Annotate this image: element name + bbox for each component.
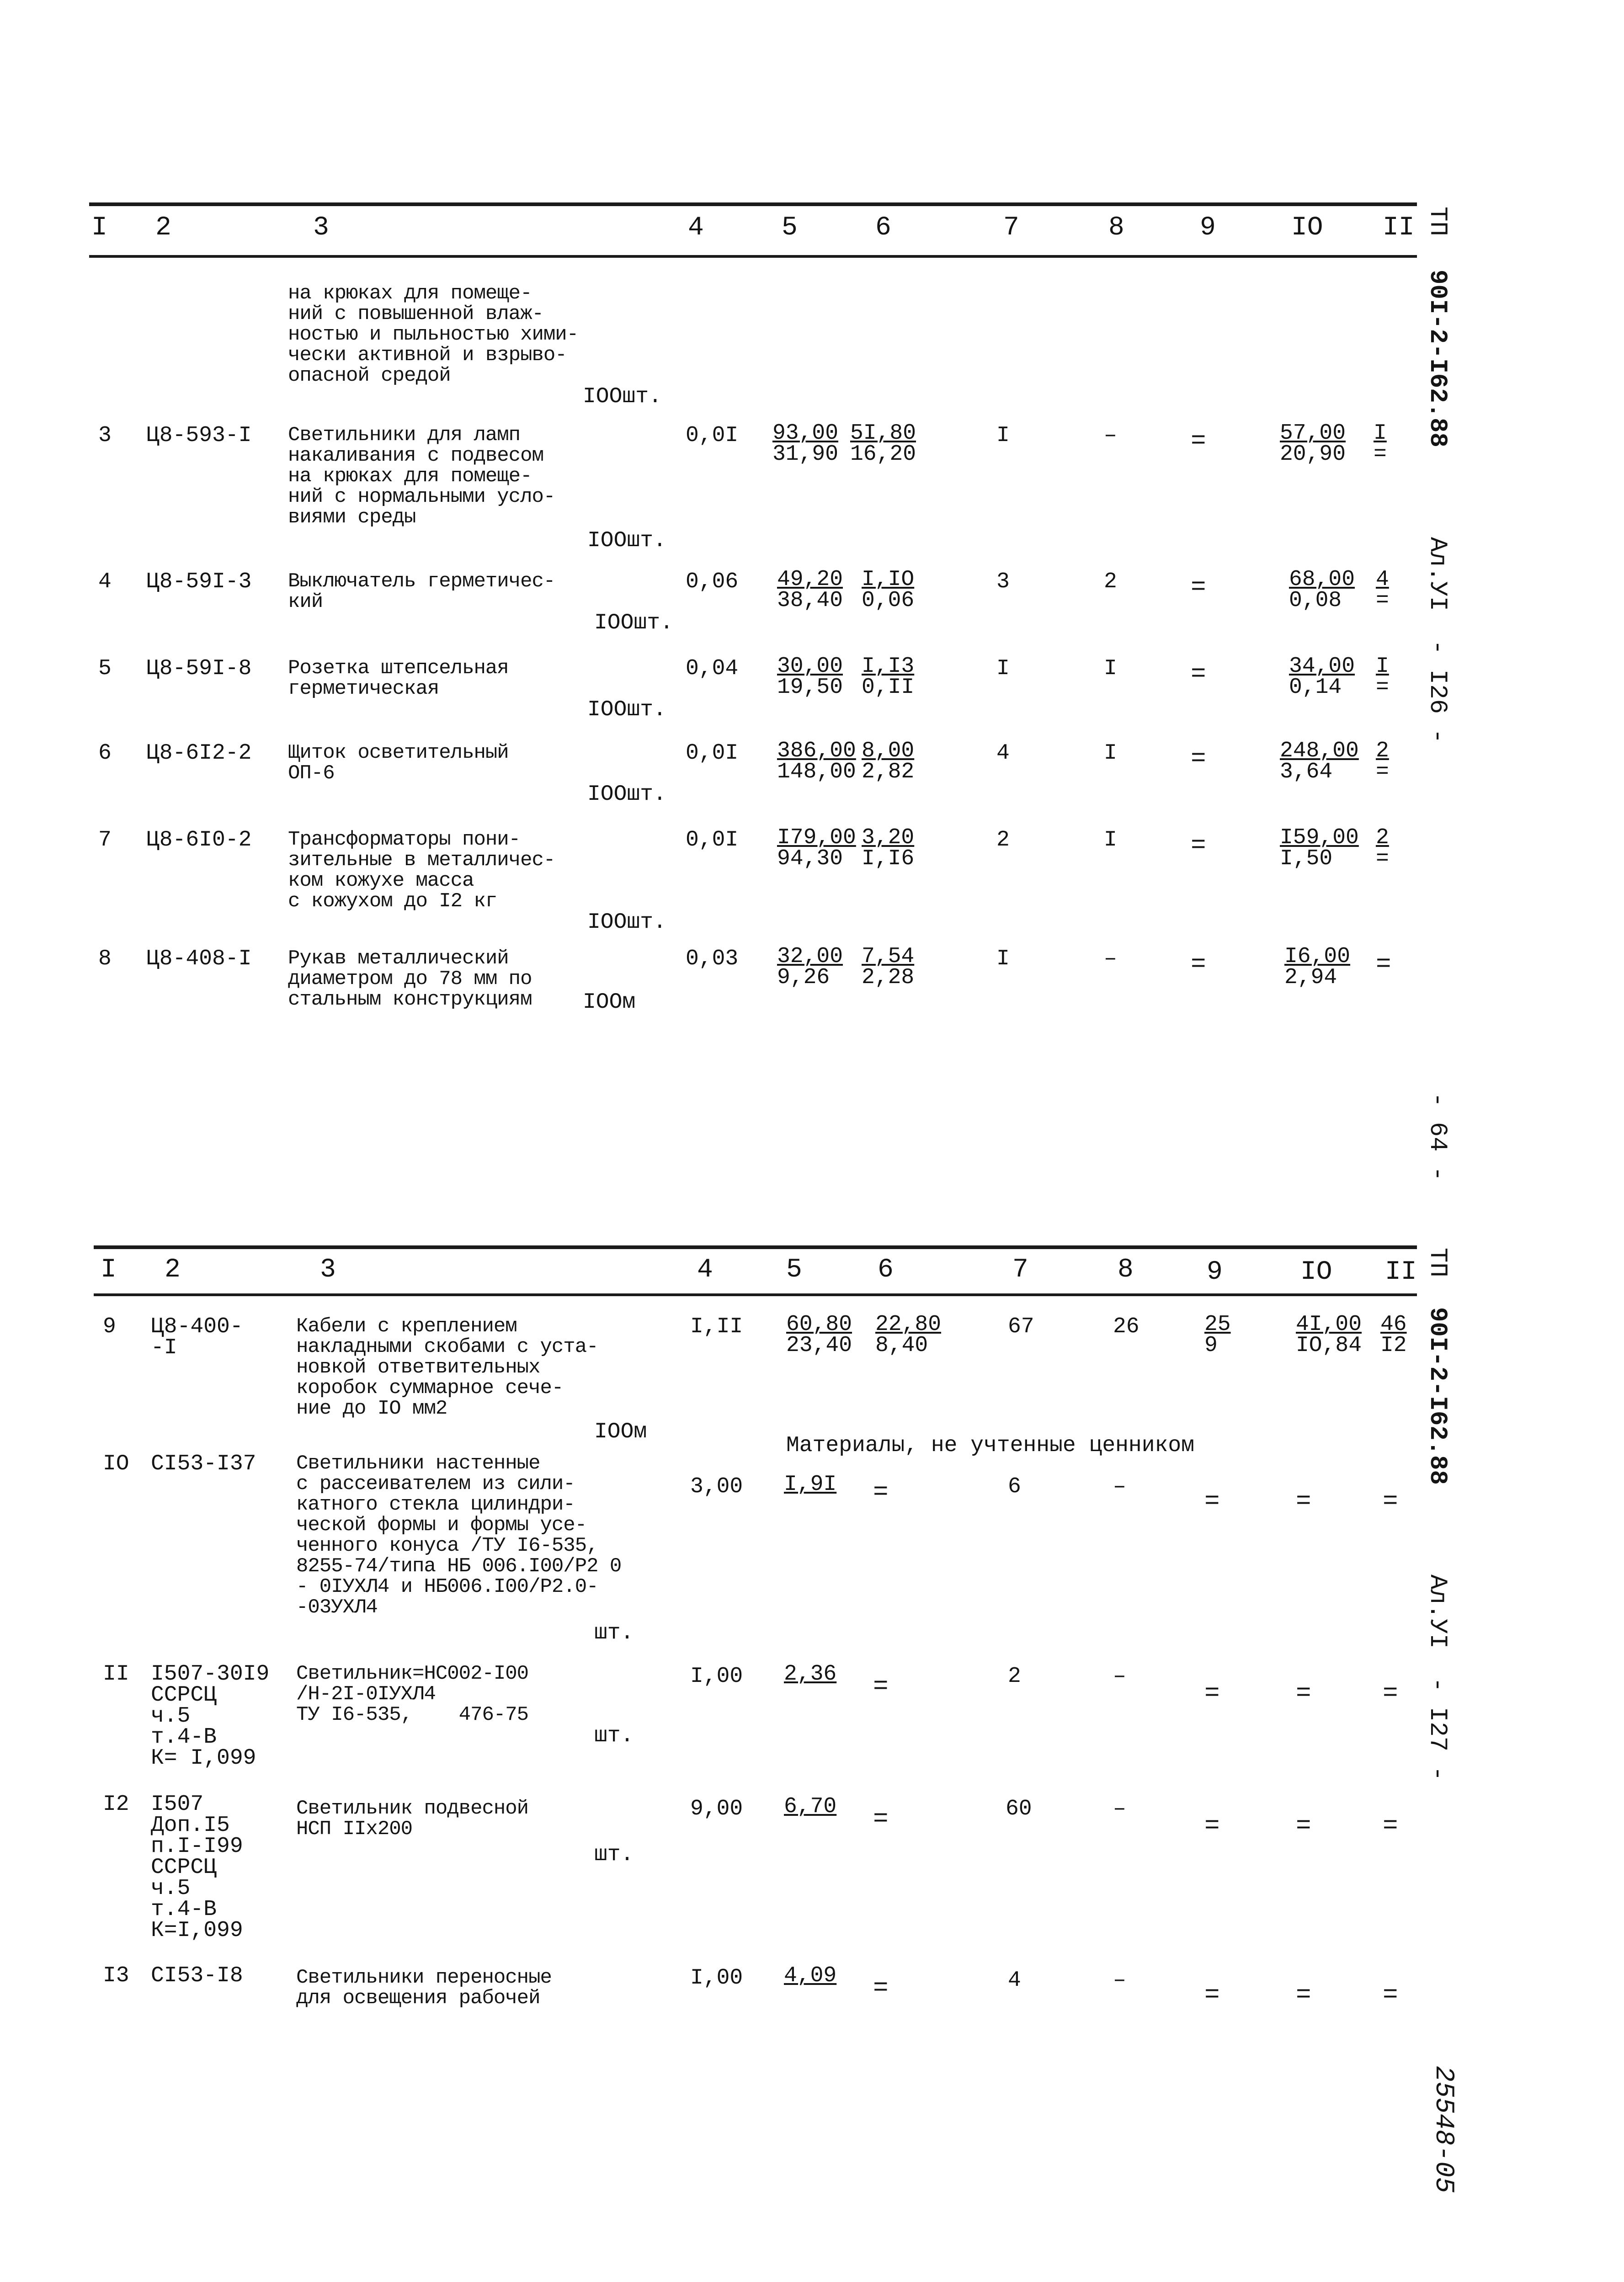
- row-col11: =: [1383, 1679, 1398, 1708]
- side-project-code-2: 90I-2-I62.88: [1423, 1307, 1451, 1485]
- row-number: 7: [98, 828, 112, 852]
- col5-top: 6,70: [784, 1794, 837, 1819]
- row-unit: шт.: [594, 1723, 634, 1748]
- row-col6: [862, 827, 914, 869]
- row-description: Розетка штепсельная герметическая: [288, 657, 509, 700]
- col9-top: 25: [1204, 1312, 1231, 1337]
- row-col10: [1280, 740, 1359, 782]
- row-col11: [1380, 1314, 1407, 1356]
- row-col8: –: [1104, 947, 1117, 971]
- col10-bottom: 3,64: [1280, 760, 1333, 784]
- table1-col-6: 6: [875, 213, 891, 243]
- col10-bottom: 20,90: [1280, 442, 1346, 467]
- row-quantity: 0,03: [686, 947, 739, 971]
- row-quantity: I,00: [690, 1966, 743, 1990]
- row-col8: I: [1104, 828, 1117, 852]
- table2-header-rule: [94, 1293, 1417, 1296]
- table2-col-9: 9: [1207, 1257, 1223, 1287]
- col10-top: 248,00: [1280, 739, 1359, 763]
- row-number: 4: [98, 569, 112, 594]
- col5-top: 386,00: [777, 739, 856, 763]
- row-col10: =: [1296, 1980, 1311, 2010]
- col6-top: 22,80: [875, 1312, 942, 1337]
- table2-col-7: 7: [1012, 1255, 1028, 1285]
- row-col8: –: [1113, 1664, 1126, 1689]
- col5-top: 32,00: [777, 944, 843, 969]
- row-col6: [850, 423, 916, 465]
- col11-bottom: I2: [1380, 1333, 1407, 1358]
- col6-bottom: 2,82: [862, 760, 915, 784]
- row-unit: IOOшт.: [587, 528, 666, 553]
- row-col9: =: [1204, 1679, 1220, 1708]
- col5-bottom: 38,40: [777, 588, 843, 613]
- row-col5: [777, 827, 856, 869]
- row-col9: =: [1191, 950, 1206, 979]
- row-description: Светильники настенные с рассеивателем из сили- катного стекла цилиндри- ческой формы и формы усе- ченного конуса /ТУ I6-535, 8255-74/типа НБ 006.I00/P2 0 - 0IУХЛ4 и НБ006.I00/P2.0- -03УХЛ4: [296, 1452, 622, 1619]
- row-code: Ц8-400- -I: [151, 1314, 243, 1360]
- row-unit: IOOм: [583, 990, 636, 1015]
- row-unit: IOOшт.: [587, 910, 666, 935]
- row-number: 6: [98, 741, 112, 766]
- side-tp-label-1: ТП: [1423, 207, 1451, 236]
- row-col7: 6: [1008, 1474, 1021, 1499]
- table1-col-1: I: [91, 213, 107, 243]
- col10-bottom: 0,14: [1289, 675, 1342, 700]
- row-col7: I: [996, 656, 1010, 681]
- row-col6: =: [873, 1672, 889, 1701]
- row-col9: =: [1204, 1487, 1220, 1516]
- col5-bottom: 9,26: [777, 965, 830, 990]
- row-col9: =: [1191, 831, 1206, 860]
- row-unit: IOOшт.: [594, 611, 673, 635]
- col10-top: 68,00: [1289, 567, 1355, 592]
- col9-bottom: 9: [1204, 1333, 1218, 1358]
- row-quantity: 3,00: [690, 1474, 743, 1499]
- col11-top: 46: [1380, 1312, 1407, 1337]
- row-col11: [1376, 827, 1389, 869]
- table1-col-3: 3: [313, 213, 329, 243]
- col11-top: I: [1376, 654, 1389, 679]
- row-unit: шт.: [594, 1842, 634, 1867]
- table1-header-rule: [89, 255, 1417, 258]
- col11-top: 2: [1376, 739, 1389, 763]
- table1-col-4: 4: [688, 213, 704, 243]
- row-quantity: 0,06: [686, 569, 739, 594]
- row-col7: 4: [1008, 1968, 1021, 1993]
- table1-col-9: 9: [1200, 213, 1216, 243]
- row-code: CI53-I37: [151, 1452, 256, 1476]
- side-album-label-1: Ал.УI: [1423, 537, 1451, 612]
- row-unit: IOOшт.: [587, 782, 666, 807]
- row-col5: [784, 1965, 836, 1986]
- row-col6: [875, 1314, 941, 1356]
- row-description: Светильник=НС002-I00 /H-2I-0IУХЛ4 ТУ I6-535, 476-75: [296, 1662, 529, 1726]
- table1-col-10: IO: [1291, 213, 1323, 243]
- col10-top: 4I,00: [1296, 1312, 1362, 1337]
- row-number: 3: [98, 423, 112, 448]
- row-description: Кабели с креплением накладными скобами с уста- новкой ответвительных коробок суммарное сече- ние до IO мм2: [296, 1315, 598, 1420]
- row-code: I507-30I9 ССРСЦ ч.5 т.4-В К= I,099: [151, 1662, 270, 1771]
- table1-col-11: II: [1383, 213, 1415, 243]
- col5-bottom: 148,00: [777, 760, 856, 784]
- side-page-label-2: - I27 -: [1423, 1677, 1451, 1781]
- row-col5: [777, 656, 843, 698]
- row-col10: =: [1296, 1679, 1311, 1708]
- row-col6: =: [873, 1973, 889, 2003]
- row-number: 9: [103, 1314, 116, 1339]
- row-col8: I: [1104, 656, 1117, 681]
- table2-col-3: 3: [320, 1255, 336, 1285]
- row-col11: =: [1383, 1811, 1398, 1840]
- row-col8: –: [1113, 1797, 1126, 1821]
- col11-bottom: =: [1376, 760, 1389, 784]
- col10-top: I59,00: [1280, 825, 1359, 850]
- materials-note: Материалы, не учтенные ценником: [786, 1433, 1194, 1458]
- col10-top: 34,00: [1289, 654, 1355, 679]
- side-tp-label-2: ТП: [1423, 1248, 1451, 1277]
- row-number: IO: [103, 1452, 129, 1476]
- row-number: I3: [103, 1963, 129, 1988]
- row-col5: [777, 946, 843, 988]
- row-col10: [1289, 569, 1355, 611]
- row-col6: [862, 740, 914, 782]
- row-code: I507 Доп.I5 п.I-I99 ССРСЦ ч.5 т.4-В К=I,099: [151, 1792, 243, 1943]
- row-col6: [862, 569, 914, 611]
- table2-col-11: II: [1385, 1257, 1417, 1287]
- col5-top: 93,00: [772, 421, 839, 446]
- row-col10: [1284, 946, 1350, 988]
- row-col11: [1376, 740, 1389, 782]
- row-col10: [1280, 423, 1346, 465]
- col5-bottom: 19,50: [777, 675, 843, 700]
- row-number: 5: [98, 656, 112, 681]
- row-col9: =: [1191, 426, 1206, 456]
- table2-col-6: 6: [878, 1255, 894, 1285]
- row-col10: =: [1296, 1811, 1311, 1840]
- row-quantity: I,II: [690, 1314, 743, 1339]
- col6-bottom: 0,06: [862, 588, 915, 613]
- row-col7: 3: [996, 569, 1010, 594]
- row-col11: [1376, 656, 1389, 698]
- col11-top: 4: [1376, 567, 1389, 592]
- side-project-code-1: 90I-2-I62.88: [1423, 270, 1451, 447]
- col11-top: I: [1374, 421, 1387, 446]
- row-col7: 67: [1008, 1314, 1034, 1339]
- col5-top: 4,09: [784, 1963, 837, 1988]
- col10-top: 57,00: [1280, 421, 1346, 446]
- row-col9: =: [1204, 1980, 1220, 2010]
- row-col8: 26: [1113, 1314, 1139, 1339]
- row-col11: [1376, 569, 1389, 611]
- col5-bottom: 23,40: [786, 1333, 852, 1358]
- row-col10: =: [1296, 1487, 1311, 1516]
- col6-bottom: 0,II: [862, 675, 915, 700]
- col6-bottom: 2,28: [862, 965, 915, 990]
- row-col5: [784, 1796, 836, 1817]
- table2-col-8: 8: [1118, 1255, 1134, 1285]
- row-col7: 4: [996, 741, 1010, 766]
- col6-top: 3,20: [862, 825, 915, 850]
- col5-bottom: 31,90: [772, 442, 839, 467]
- col6-top: 8,00: [862, 739, 915, 763]
- row-col5: [784, 1664, 836, 1685]
- col5-top: 49,20: [777, 567, 843, 592]
- col6-bottom: I,I6: [862, 846, 915, 871]
- row-col10: [1289, 656, 1355, 698]
- row-code: Ц8-6I0-2: [146, 828, 252, 852]
- row-description: Рукав металлический диаметром до 78 мм по стальным конструкциям: [288, 947, 532, 1011]
- col6-bottom: 8,40: [875, 1333, 928, 1358]
- row-code: Ц8-408-I: [146, 947, 252, 971]
- col11-bottom: =: [1376, 588, 1389, 613]
- row-col7: 60: [1006, 1797, 1032, 1821]
- row-col7: 2: [996, 828, 1010, 852]
- table1-top-rule: [89, 202, 1417, 206]
- col5-top: 2,36: [784, 1662, 837, 1686]
- row-col10: [1280, 827, 1359, 869]
- side-page-label-1: - I26 -: [1423, 640, 1451, 744]
- col5-top: 30,00: [777, 654, 843, 679]
- table2-col-2: 2: [165, 1255, 181, 1285]
- col6-top: I,IO: [862, 567, 915, 592]
- col5-top: 60,80: [786, 1312, 852, 1337]
- col10-bottom: 2,94: [1284, 965, 1337, 990]
- row-quantity: 0,04: [686, 656, 739, 681]
- row-number: 8: [98, 947, 112, 971]
- row-number: II: [103, 1662, 129, 1686]
- row-description: Светильник подвесной НСП IIx200: [296, 1797, 529, 1840]
- row-col11: =: [1383, 1487, 1398, 1516]
- row-col5: [784, 1474, 836, 1495]
- col5-top: I79,00: [777, 825, 856, 850]
- row-description: Светильники переносные для освещения рабочей: [296, 1966, 552, 2010]
- row-col11: =: [1383, 1980, 1398, 2010]
- col11-bottom: =: [1374, 442, 1387, 467]
- col10-top: I6,00: [1284, 944, 1351, 969]
- row-col10: [1296, 1314, 1362, 1356]
- row-col7: I: [996, 423, 1010, 448]
- row-unit: IOOм: [594, 1420, 647, 1444]
- row-code: Ц8-59I-3: [146, 569, 252, 594]
- table2-col-5: 5: [786, 1255, 802, 1285]
- row-col6: [862, 946, 914, 988]
- row-code: Ц8-593-I: [146, 423, 252, 448]
- row-col9: =: [1204, 1811, 1220, 1840]
- table1-col-7: 7: [1003, 213, 1019, 243]
- row-code: Ц8-59I-8: [146, 656, 252, 681]
- row-col8: –: [1113, 1968, 1126, 1993]
- row-col9: =: [1191, 660, 1206, 689]
- row-col5: [777, 569, 843, 611]
- col10-bottom: 0,08: [1289, 588, 1342, 613]
- row-col9: [1204, 1314, 1231, 1356]
- row-description: Светильники для ламп накаливания с подвесом на крюках для помеще- ний с нормальными усло- виями среды: [288, 424, 555, 529]
- table2-col-4: 4: [697, 1255, 713, 1285]
- col10-bottom: IO,84: [1296, 1333, 1362, 1358]
- side-album-label-2: Ал.УI: [1423, 1575, 1451, 1649]
- row-quantity: 0,0I: [686, 423, 739, 448]
- col6-top: I,I3: [862, 654, 915, 679]
- col5-top: I,9I: [784, 1472, 837, 1497]
- row-col9: =: [1191, 573, 1206, 602]
- table1-col-8: 8: [1108, 213, 1124, 243]
- col11-top: 2: [1376, 825, 1389, 850]
- row-col8: 2: [1104, 569, 1117, 594]
- row-col7: 2: [1008, 1664, 1021, 1689]
- row-col5: [772, 423, 838, 465]
- row-code: Ц8-6I2-2: [146, 741, 252, 766]
- table2-top-rule: [94, 1245, 1417, 1249]
- row-col8: I: [1104, 741, 1117, 766]
- row-quantity: I,00: [690, 1664, 743, 1689]
- row-code: CI53-I8: [151, 1963, 243, 1988]
- table1-col-2: 2: [155, 213, 171, 243]
- col10-bottom: I,50: [1280, 846, 1333, 871]
- row-description: Выключатель герметичес- кий: [288, 570, 555, 613]
- row-col8: –: [1113, 1474, 1126, 1499]
- row-unit: шт.: [594, 1621, 634, 1645]
- col5-bottom: 94,30: [777, 846, 843, 871]
- row-col5: [777, 740, 856, 782]
- row-col7: I: [996, 947, 1010, 971]
- row-description: Трансформаторы пони- зительные в металличес- ком кожухе масса с кожухом до I2 кг: [288, 828, 555, 913]
- row-description: Щиток осветительный ОП-6: [288, 741, 509, 785]
- table2-col-1: I: [101, 1255, 117, 1285]
- col6-top: 7,54: [862, 944, 915, 969]
- row-unit: IOOшт.: [587, 697, 666, 722]
- table1-col-5: 5: [782, 213, 798, 243]
- col11-bottom: =: [1376, 846, 1389, 871]
- row-col9: =: [1191, 744, 1206, 773]
- row-col6: =: [873, 1478, 889, 1507]
- col11-bottom: =: [1376, 675, 1389, 700]
- row-col11: [1374, 423, 1387, 465]
- side-archive-stamp: 25548-05: [1428, 2066, 1458, 2193]
- row-col6: [862, 656, 914, 698]
- row-col6: =: [873, 1804, 889, 1834]
- col6-bottom: 16,20: [850, 442, 916, 467]
- side-page-number: - 64 -: [1423, 1092, 1451, 1181]
- table2-col-10: IO: [1300, 1257, 1332, 1287]
- row-quantity: 0,0I: [686, 741, 739, 766]
- row-col8: –: [1104, 423, 1117, 448]
- row-col11: =: [1376, 950, 1391, 979]
- row-number: I2: [103, 1792, 129, 1817]
- table1-continuation-unit: IOOшт.: [583, 384, 662, 409]
- row-quantity: 0,0I: [686, 828, 739, 852]
- row-quantity: 9,00: [690, 1797, 743, 1821]
- col6-top: 5I,80: [850, 421, 916, 446]
- row-col5: [786, 1314, 852, 1356]
- table1-continuation-text: на крюках для помеще- ний с повышенной влаж- ностью и пыльностью хими- чески активной и взрыво- опасной средой: [288, 282, 579, 387]
